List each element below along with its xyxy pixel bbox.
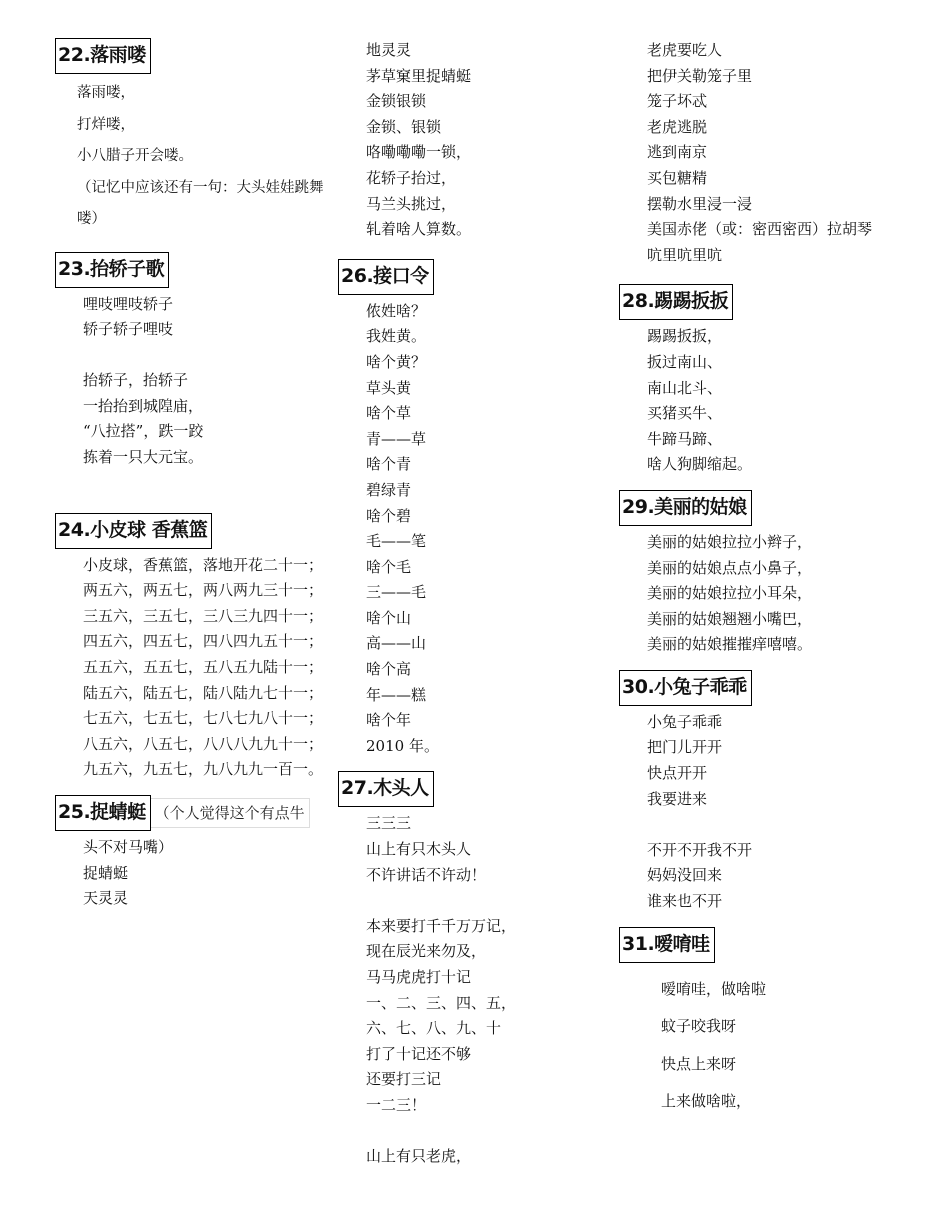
section-24 [55, 513, 330, 783]
verse-lines [55, 74, 330, 236]
verse-line: 天灵灵 [83, 889, 129, 908]
section-30 [619, 670, 909, 915]
verse-line: 小兔子乖乖 [647, 712, 723, 731]
verse-line: 金锁银锁 [366, 92, 427, 111]
verse-line: “八拉搭”，跌一跤 [83, 422, 204, 441]
verse-lines [619, 320, 909, 478]
verse-line: 逃到南京 [647, 143, 708, 162]
section-title: 24.小皮球 香蕉篮 [55, 513, 212, 549]
verse-line: 三五六，三五七，三八三九四十一； [83, 606, 324, 625]
verse-line: 本来要打千千万万记， [366, 916, 517, 935]
section-heading-row [55, 795, 330, 831]
verse-line: 我要进来 [647, 789, 708, 808]
verse-line: 青——草 [366, 429, 427, 448]
column-2 [338, 38, 603, 1170]
column-3 [619, 38, 909, 1121]
verse-line: 吭里吭里吭 [647, 245, 723, 264]
verse-line: 2010 年。 [366, 736, 439, 755]
verse-line [366, 888, 603, 914]
section-27b [619, 38, 909, 268]
column-1 [55, 38, 330, 912]
verse-line: 美丽的姑娘点点小鼻子， [647, 558, 813, 577]
section-title: 28.踢踢扳扳 [619, 284, 733, 320]
verse-line: 谁来也不开 [647, 892, 723, 911]
verse-lines [55, 288, 330, 471]
section-note: （个人觉得这个有点牛 [151, 798, 310, 828]
section-23 [55, 252, 330, 471]
verse-line: 蚊子咬我呀 [661, 1017, 737, 1036]
section-29 [619, 490, 909, 658]
verse-line: 落雨喽， [77, 85, 135, 101]
verse-line: 轧着啥人算数。 [366, 220, 472, 239]
verse-line: 啥个碧 [366, 506, 412, 525]
verse-line: 五五六，五五七，五八五九陆十一； [83, 658, 324, 677]
verse-lines [619, 38, 909, 268]
verse-line: 快点开开 [647, 764, 708, 783]
verse-line: 啥个黄？ [366, 352, 427, 371]
verse-line: 美丽的姑娘拉拉小耳朵， [647, 584, 813, 603]
verse-line: 陆五六，陆五七，陆八陆九七十一； [83, 683, 324, 702]
verse-line: 咯嘞嘞嘞一锁， [366, 143, 472, 162]
verse-line: 一二三！ [366, 1095, 427, 1114]
verse-line: 美丽的姑娘翘翘小嘴巴， [647, 609, 813, 628]
verse-line: 小八腊子开会喽。 [77, 148, 193, 164]
verse-lines [55, 831, 330, 912]
verse-line: 妈妈没回来 [647, 866, 723, 885]
verse-line: 美丽的姑娘摧摧痒嘻嘻。 [647, 635, 813, 654]
verse-line: 九五六，九五七，九八九九一百一。 [83, 760, 324, 779]
verse-line: 草头黄 [366, 378, 412, 397]
section-heading-row [338, 259, 603, 295]
verse-line: 哩吱哩吱轿子 [83, 294, 174, 313]
verse-line: 还要打三记 [366, 1070, 442, 1089]
verse-line: 两五六，两五七，两八两九三十一； [83, 581, 324, 600]
section-heading-row [619, 490, 909, 526]
verse-line: 啥人狗脚缩起。 [647, 455, 753, 474]
section-25 [55, 795, 330, 912]
verse-line: 扳过南山、 [647, 352, 723, 371]
verse-line: 摆勒水里浸一浸 [647, 194, 753, 213]
verse-line: 山上有只老虎， [366, 1147, 472, 1166]
section-22 [55, 38, 330, 236]
verse-line: 拣着一只大元宝。 [83, 448, 204, 467]
verse-line: （记忆中应该还有一句：大头娃娃跳舞喽） [77, 179, 324, 227]
verse-line: 年——糕 [366, 685, 427, 704]
verse-line: 美国赤佬（或：密西密西）拉胡琴 [647, 220, 873, 239]
section-heading-row [619, 927, 909, 963]
verse-line: 七五六，七五七，七八七九八十一； [83, 709, 324, 728]
section-title: 29.美丽的姑娘 [619, 490, 752, 526]
verse-line: 轿子轿子哩吱 [83, 320, 174, 339]
verse-line: 马马虎虎打十记 [366, 968, 472, 986]
verse-line: 啥个毛 [366, 557, 412, 576]
section-heading-row [338, 771, 603, 807]
verse-line: 牛蹄马蹄、 [647, 429, 723, 448]
verse-line: 笼子坏忒 [647, 92, 708, 111]
verse-line: 美丽的姑娘拉拉小辫子， [647, 532, 813, 551]
verse-lines [619, 526, 909, 658]
section-title: 25.捉蜻蜓 [55, 795, 151, 831]
section-title: 26.接口令 [338, 259, 434, 295]
section-title: 23.抬轿子歌 [55, 252, 169, 288]
verse-line: 抬轿子，抬轿子 [83, 371, 189, 390]
verse-line: 买猪买牛、 [647, 404, 723, 423]
verse-line: 地灵灵 [366, 41, 412, 59]
section-26 [338, 259, 603, 760]
verse-line [647, 812, 909, 838]
verse-line: 嗳唷哇，做啥啦 [661, 979, 767, 998]
verse-line: 把门儿开开 [647, 738, 723, 757]
verse-line: 毛——笔 [366, 532, 427, 551]
verse-line [366, 1119, 603, 1145]
verse-line: 碧绿青 [366, 480, 412, 499]
verse-line: 山上有只木头人 [366, 840, 472, 859]
verse-line: 捉蜻蜓 [83, 863, 129, 882]
section-31 [619, 927, 909, 1121]
verse-line: 小皮球，香蕉篮，落地开花二十一； [83, 555, 324, 574]
section-heading-row [619, 284, 909, 320]
section-25b [338, 38, 603, 243]
verse-line: 八五六，八五七，八八八九九十一； [83, 734, 324, 753]
verse-line: 三三三 [366, 814, 412, 833]
verse-line: 不许讲话不许动！ [366, 865, 487, 884]
verse-line: 一、二、三、四、五， [366, 993, 517, 1012]
verse-line: 啥个青 [366, 455, 412, 474]
verse-line: 老虎要吃人 [647, 41, 723, 59]
verse-line: 快点上来呀 [661, 1054, 737, 1073]
verse-line: 打了十记还不够 [366, 1044, 472, 1063]
section-title: 31.嗳唷哇 [619, 927, 715, 963]
verse-line: 打烊喽， [77, 116, 135, 133]
verse-lines [619, 706, 909, 915]
verse-line: 把伊关勒笼子里 [647, 66, 753, 85]
section-27 [338, 771, 603, 1169]
verse-lines [338, 295, 603, 760]
verse-line: 踢踢扳扳， [647, 327, 723, 346]
verse-line: 六、七、八、九、十 [366, 1019, 502, 1038]
verse-line: 三——毛 [366, 583, 427, 602]
verse-line: 一抬抬到城隍庙， [83, 396, 204, 415]
verse-line: 啥个高 [366, 660, 412, 679]
section-title: 27.木头人 [338, 771, 434, 807]
section-28 [619, 284, 909, 478]
verse-line: 侬姓啥？ [366, 301, 427, 320]
verse-lines [338, 38, 603, 243]
verse-line: 金锁、银锁 [366, 117, 442, 136]
verse-line: 花轿子抬过， [366, 168, 457, 187]
section-heading-row [619, 670, 909, 706]
verse-line: 现在辰光来勿及， [366, 942, 487, 961]
verse-line: 南山北斗、 [647, 378, 723, 397]
verse-line: 头不对马嘴） [83, 838, 174, 856]
verse-lines [338, 807, 603, 1169]
verse-line [83, 343, 330, 369]
verse-line: 高——山 [366, 634, 427, 653]
verse-line: 四五六，四五七，四八四九五十一； [83, 632, 324, 651]
verse-lines [55, 549, 330, 783]
section-heading-row [55, 513, 330, 549]
verse-line: 买包糖精 [647, 168, 708, 187]
verse-line: 马兰头挑过， [366, 194, 457, 213]
verse-line: 我姓黄。 [366, 327, 427, 346]
verse-lines [619, 963, 909, 1121]
verse-line: 上来做啥啦， [661, 1092, 752, 1111]
verse-line: 啥个山 [366, 608, 412, 627]
section-heading-row [55, 38, 330, 74]
section-title: 30.小兔子乖乖 [619, 670, 752, 706]
verse-line: 不开不开我不开 [647, 840, 753, 859]
verse-line: 老虎逃脱 [647, 117, 708, 136]
verse-line: 啥个年 [366, 711, 412, 730]
verse-line: 啥个草 [366, 404, 412, 423]
section-title: 22.落雨喽 [55, 38, 151, 74]
verse-line: 茅草窠里捉蜻蜓 [366, 66, 472, 85]
section-heading-row [55, 252, 330, 288]
